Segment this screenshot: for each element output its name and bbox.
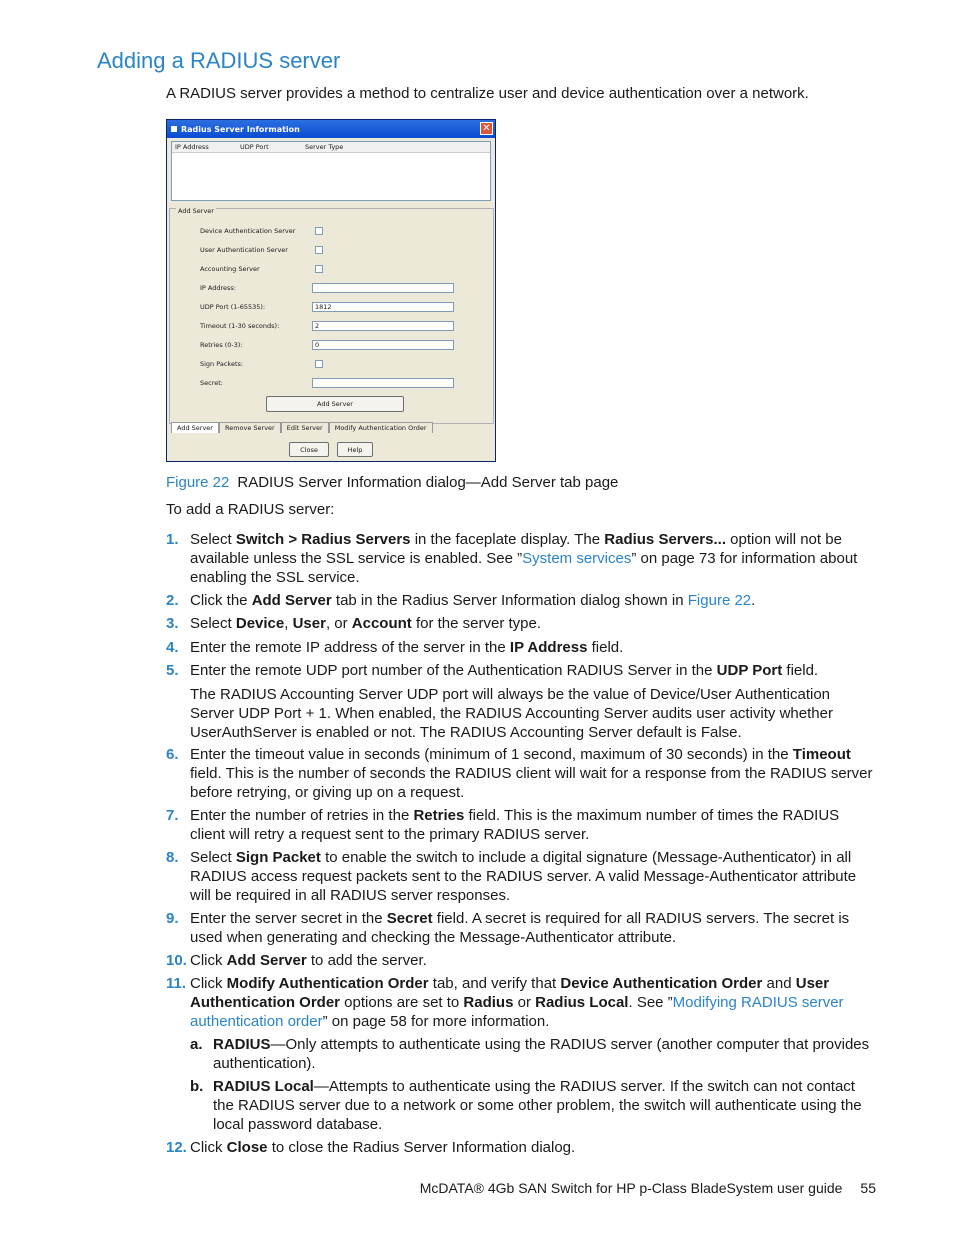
steps-lead: To add a RADIUS server:: [166, 501, 335, 518]
page-number: 55: [860, 1180, 876, 1196]
step-2: 2. Click the Add Server tab in the Radius Server Information dialog shown in Figure 22.: [166, 592, 756, 609]
accounting-checkbox[interactable]: [315, 265, 323, 273]
step-number: 12.: [166, 1139, 187, 1156]
label-secret: Secret:: [200, 379, 223, 387]
close-icon[interactable]: ✕: [480, 122, 493, 135]
server-list[interactable]: [171, 141, 491, 201]
link-modifying-auth-order[interactable]: Modifying RADIUS server authentication order: [190, 994, 844, 1030]
step-number: 8.: [166, 849, 179, 866]
close-button[interactable]: Close: [289, 442, 329, 457]
step-7: 7. Enter the number of retries in the Retries field. This is the maximum number of times the RADIUS client will retry a request sent to the primary RADIUS server.: [166, 807, 840, 843]
col-ip-address: IP Address: [175, 143, 209, 151]
figure-caption-text: RADIUS Server Information dialog—Add Server tab page: [237, 474, 619, 491]
substep-b: b. RADIUS Local—Attempts to authenticate using the RADIUS server. If the switch can not contact the RADIUS server due to a network or some other problem, the switch will authenticate using the local password database.: [190, 1078, 862, 1133]
add-server-button[interactable]: Add Server: [266, 396, 404, 412]
add-server-group: [169, 208, 494, 424]
section-heading: Adding a RADIUS server: [97, 48, 341, 73]
timeout-field[interactable]: 2: [312, 321, 454, 331]
step-number: 5.: [166, 662, 179, 679]
step-9: 9. Enter the server secret in the Secret field. A secret is required for all RADIUS servers. The secret is used when generating and checking the Message-Authenticator attribute.: [166, 910, 850, 946]
radius-dialog-figure: [166, 119, 496, 462]
step-number: 11.: [166, 975, 187, 992]
list-header: [172, 142, 490, 153]
step-1: 1. Select Switch > Radius Servers in the faceplate display. The Radius Servers... option will not be available unless the SSL service is enabled. See ”System services” on page 73 for information about enabling the SSL service.: [166, 531, 858, 586]
substep-letter: a.: [190, 1036, 203, 1053]
label-user-auth: User Authentication Server: [200, 246, 288, 254]
tab-modify-auth-order[interactable]: Modify Authentication Order: [329, 422, 433, 433]
tab-remove-server[interactable]: Remove Server: [219, 422, 281, 433]
substep-letter: b.: [190, 1078, 204, 1095]
help-button[interactable]: Help: [337, 442, 373, 457]
step-6: 6. Enter the timeout value in seconds (minimum of 1 second, maximum of 30 seconds) in the Timeout field. This is the number of seconds the RADIUS client will wait for a response from the RADIUS server before retrying, or giving up on a request.: [166, 746, 873, 801]
step-8: 8. Select Sign Packet to enable the switch to include a digital signature (Message-Authenticator) in all RADIUS access request packets sent to the RADIUS server. A valid Message-Authenticator attribute will be required in all RADIUS server responses.: [166, 849, 857, 904]
footer-title: McDATA® 4Gb SAN Switch for HP p-Class BladeSystem user guide: [419, 1180, 843, 1196]
retries-field[interactable]: 0: [312, 340, 454, 350]
step-11: 11. Click Modify Authentication Order tab, and verify that Device Authentication Order and User Authentication Order options are set to Radius or Radius Local. See ”Modifying RADIUS server authentication order” on page 58 for more information.: [166, 975, 844, 1030]
step-number: 9.: [166, 910, 179, 927]
window-icon: [171, 126, 177, 132]
ip-address-field[interactable]: [312, 283, 454, 293]
intro-text: A RADIUS server provides a method to centralize user and device authentication over a network.: [166, 85, 809, 102]
group-title: Add Server: [178, 207, 214, 215]
step-number: 3.: [166, 615, 179, 632]
figure-caption: [166, 474, 618, 491]
dialog-titlebar: [167, 120, 495, 138]
label-timeout: Timeout (1-30 seconds):: [200, 322, 280, 330]
substep-a: a. RADIUS—Only attempts to authenticate using the RADIUS server (another computer that provides authentication).: [190, 1036, 870, 1072]
secret-field[interactable]: [312, 378, 454, 388]
label-device-auth: Device Authentication Server: [200, 227, 296, 235]
sign-packets-checkbox[interactable]: [315, 360, 323, 368]
col-server-type: Server Type: [305, 143, 344, 151]
step-10: 10. Click Add Server to add the server.: [166, 952, 427, 969]
user-auth-checkbox[interactable]: [315, 246, 323, 254]
dialog-title: Radius Server Information: [181, 124, 300, 134]
step-number: 10.: [166, 952, 187, 969]
step-5: 5. Enter the remote UDP port number of the Authentication RADIUS Server in the UDP Port field.: [166, 662, 819, 679]
dialog-tabs: [171, 422, 433, 433]
tab-add-server[interactable]: Add Server: [171, 422, 219, 433]
step-12: 12. Click Close to close the Radius Server Information dialog.: [166, 1139, 576, 1156]
udp-port-field[interactable]: 1812: [312, 302, 454, 312]
link-figure-22[interactable]: Figure 22: [687, 592, 752, 609]
label-sign: Sign Packets:: [200, 360, 244, 368]
step-number: 4.: [166, 639, 179, 656]
label-ip: IP Address:: [200, 284, 236, 292]
page-footer: [420, 1180, 876, 1196]
step-3: 3. Select Device, User, or Account for the server type.: [166, 615, 542, 632]
col-udp-port: UDP Port: [240, 143, 269, 151]
step-4: 4. Enter the remote IP address of the server in the IP Address field.: [166, 639, 624, 656]
step-number: 6.: [166, 746, 179, 763]
step-number: 7.: [166, 807, 179, 824]
step-5-note: The RADIUS Accounting Server UDP port will always be the value of Device/User Authentication Server UDP Port + 1. When enabled, the RADIUS Accounting Server audits user activity whether UserAuthServer is enabled or not. The RADIUS Accounting Server default is False.: [190, 686, 833, 741]
tab-edit-server[interactable]: Edit Server: [281, 422, 329, 433]
step-number: 1.: [166, 531, 179, 548]
device-auth-checkbox[interactable]: [315, 227, 323, 235]
label-accounting: Accounting Server: [200, 265, 260, 273]
figure-label: Figure 22: [166, 474, 230, 491]
link-system-services[interactable]: System services: [522, 550, 632, 567]
label-udp: UDP Port (1-65535):: [200, 303, 266, 311]
label-retries: Retries (0-3):: [200, 341, 243, 349]
step-number: 2.: [166, 592, 179, 609]
